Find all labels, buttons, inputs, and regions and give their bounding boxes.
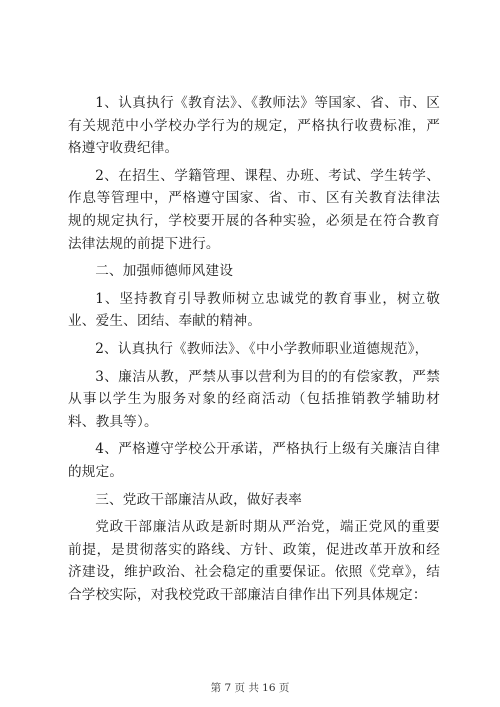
document-body [68,92,440,606]
paragraph: 2、认真执行《教师法》、《中小学教师职业道德规范》， [95,340,429,357]
paragraph: 3、廉洁从教，严禁从事以营利为目的的有偿家教，严禁从事以学生为服务对象的经商活动（包括推销教学辅助材料、教具等）。 [68,368,440,430]
paragraph: 4、严格遵守学校公开承诺，严格执行上级有关廉洁自律的规定。 [68,441,440,480]
paragraph: 1、坚持教育引导教师树立忠诚党的教育事业，树立敬业、爱生、团结、奉献的精神。 [68,290,440,330]
page-number-footer: 第 7 页 共 16 页 [210,682,290,694]
section-heading: 三、党政干部廉洁从政，做好表率 [95,491,303,508]
paragraph: 党政干部廉洁从政是新时期从严治党，端正党风的重要前提，是贯彻落实的路线、方针、政策，促进改革开放和经济建设，维护政治、社会稳定的重要保证。依照《党章》，结合学校实际，对我校党政干部廉洁自律作出下列具体规定： [68,519,440,603]
paragraph: 2、在招生、学籍管理、课程、办班、考试、学生转学、作息等管理中，严格遵守国家、省、市、区有关教育法律法规的规定执行，学校要开展的各种实验，必须是在符合教育法律法规的前提下进行。 [68,167,440,252]
section-heading: 二、加强师德师风建设 [95,263,234,280]
paragraph: 1、认真执行《教育法》、《教师法》等国家、省、市、区有关规范中小学校办学行为的规定，严格执行收费标准，严格遵守收费纪律。 [68,95,440,157]
